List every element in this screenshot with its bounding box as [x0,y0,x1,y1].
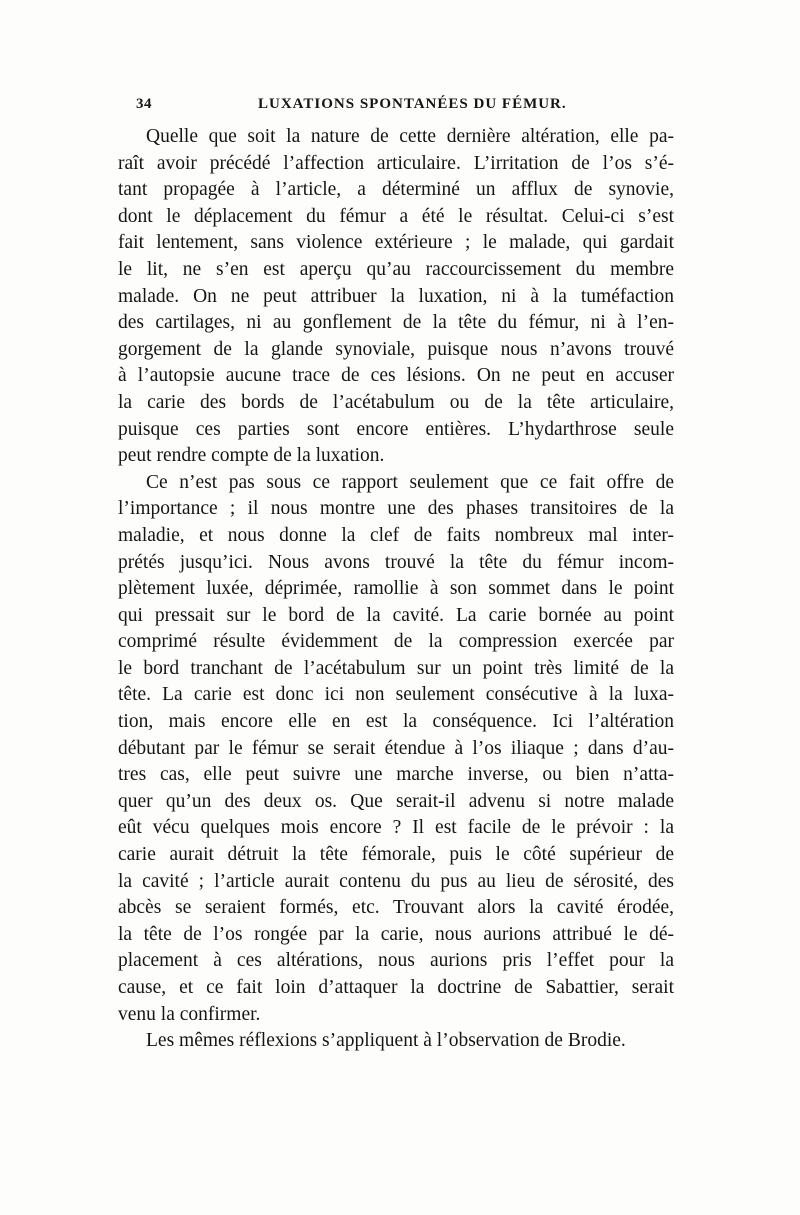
text-line: le lit, ne s’en est aperçu qu’au raccourcissement du membre [118,258,674,280]
text-line: raît avoir précédé l’affection articulaire. L’irritation de l’os s’é- [118,152,674,174]
text-line: Les mêmes réflexions s’appliquent à l’observation de Brodie. [146,1030,626,1052]
text-line: Quelle que soit la nature de cette dernière altération, elle pa- [146,126,674,147]
text-line: comprimé résulte évidemment de la compression exercée par [118,631,674,653]
page-header [122,96,670,120]
text-line: eût vécu quelques mois encore ? Il est facile de le prévoir : la [118,817,674,839]
text-line: puisque ces parties sont encore entières. L’hydarthrose seule [118,418,674,440]
text-line: Ce n’est pas sous ce rapport seulement que ce fait offre de [146,471,674,493]
text-line: venu la confirmer. [118,1003,261,1025]
text-line: carie aurait détruit la tête fémorale, puis le côté supérieur de [118,844,674,866]
text-line: tres cas, elle peut suivre une marche inverse, ou bien n’atta- [118,764,674,786]
text-line: la tête de l’os rongée par la carie, nous aurions attribué le dé- [118,923,674,945]
text-line: maladie, et nous donne la clef de faits nombreux mal inter- [118,524,674,546]
text-line: prétés jusqu’ici. Nous avons trouvé la tête du fémur incom- [118,551,674,573]
text-line: à l’autopsie aucune trace de ces lésions. On ne peut en accuser [118,365,674,387]
text-line: plètement luxée, déprimée, ramollie à son sommet dans le point [118,578,674,600]
text-line: des cartilages, ni au gonflement de la tête du fémur, ni à l’en- [118,312,674,334]
text-line: la carie des bords de l’acétabulum ou de la tête articulaire, [118,391,674,413]
text-line: cause, et ce fait loin d’attaquer la doctrine de Sabattier, serait [118,977,674,998]
page-number: 34 [136,96,152,112]
text-line: placement à ces altérations, nous aurions pris l’effet pour la [118,950,674,972]
text-line: tête. La carie est donc ici non seulement consécutive à la luxa- [118,684,674,706]
text-line: la cavité ; l’article aurait contenu du pus au lieu de sérosité, des [118,870,674,892]
text-line: gorgement de la glande synoviale, puisque nous n’avons trouvé [118,338,674,360]
body-text [118,124,674,1055]
text-line: débutant par le fémur se serait étendue à l’os iliaque ; dans d’au- [118,737,674,759]
text-line: dont le déplacement du fémur a été le résultat. Celui-ci s’est [118,205,674,227]
text-line: malade. On ne peut attribuer la luxation, ni à la tuméfaction [118,285,674,307]
text-line: qui pressait sur le bord de la cavité. La carie bornée au point [118,604,674,626]
text-line: le bord tranchant de l’acétabulum sur un point très limité de la [118,657,674,679]
text-line: abcès se seraient formés, etc. Trouvant alors la cavité érodée, [118,897,674,919]
running-title: LUXATIONS SPONTANÉES DU FÉMUR. [258,96,567,112]
text-line: tion, mais encore elle en est la conséquence. Ici l’altération [118,711,674,733]
text-line: l’importance ; il nous montre une des phases transitoires de la [118,498,674,520]
text-line: fait lentement, sans violence extérieure ; le malade, qui gardait [118,232,674,254]
text-line: quer qu’un des deux os. Que serait-il advenu si notre malade [118,790,674,812]
text-line: tant propagée à l’article, a déterminé un afflux de synovie, [118,179,674,201]
text-line: peut rendre compte de la luxation. [118,445,385,467]
